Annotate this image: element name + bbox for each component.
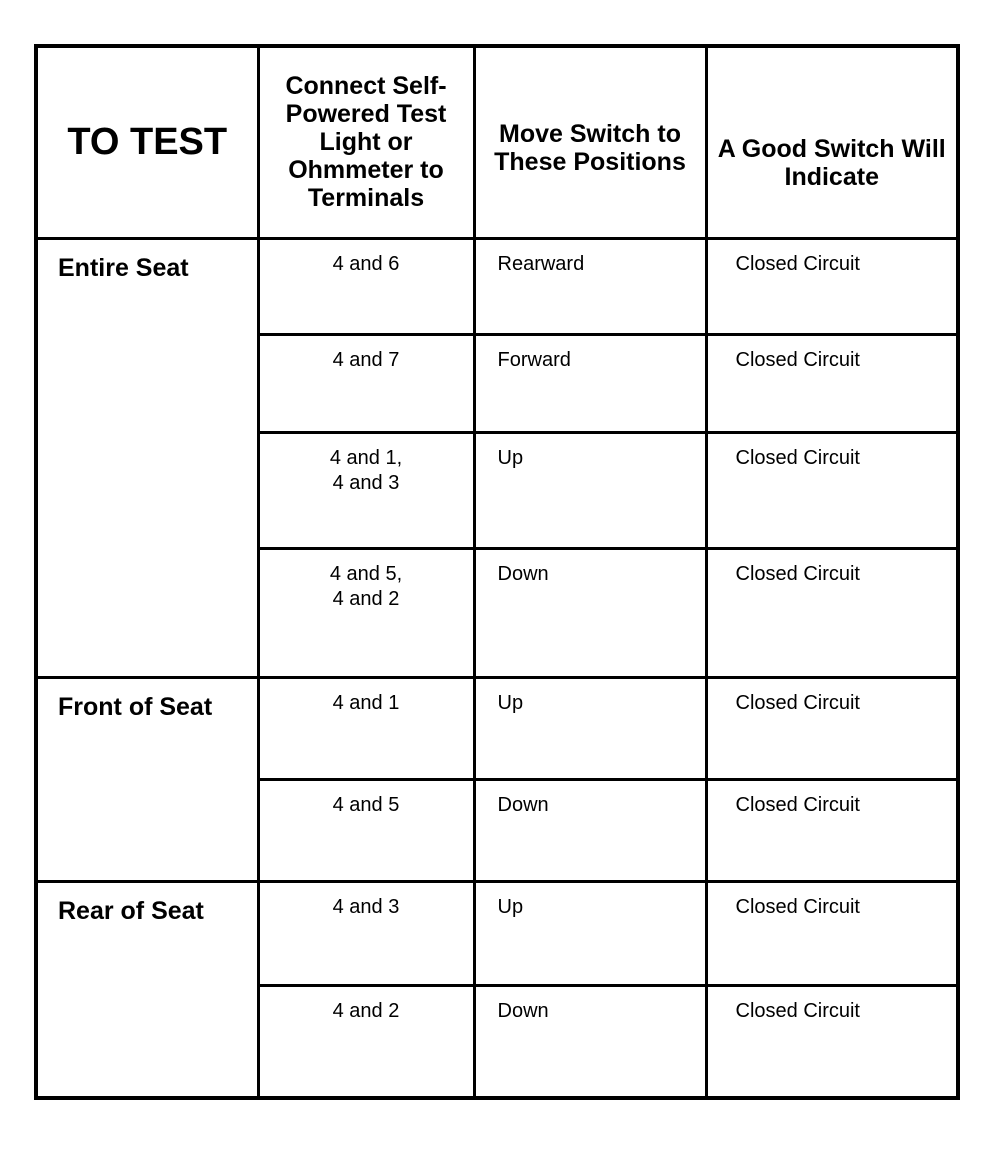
switch-test-table — [34, 44, 960, 1100]
result-cell: Closed Circuit — [706, 882, 958, 986]
result-cell: Closed Circuit — [706, 335, 958, 433]
result-cell: Closed Circuit — [706, 549, 958, 677]
header-terminals: Connect Self-Powered Test Light or Ohmmeter to Terminals — [258, 46, 474, 238]
terminals-cell: 4 and 5, 4 and 2 — [258, 549, 474, 677]
result-cell: Closed Circuit — [706, 986, 958, 1098]
group-rear-of-seat: Rear of Seat — [36, 882, 258, 1098]
position-cell: Up — [474, 433, 706, 549]
group-entire-seat: Entire Seat — [36, 238, 258, 677]
position-cell: Rearward — [474, 238, 706, 334]
result-cell: Closed Circuit — [706, 677, 958, 779]
terminals-cell: 4 and 3 — [258, 882, 474, 986]
position-cell: Up — [474, 677, 706, 779]
position-cell: Up — [474, 882, 706, 986]
group-front-of-seat: Front of Seat — [36, 677, 258, 881]
terminals-cell: 4 and 1, 4 and 3 — [258, 433, 474, 549]
terminals-cell: 4 and 2 — [258, 986, 474, 1098]
position-cell: Down — [474, 986, 706, 1098]
position-cell: Down — [474, 779, 706, 881]
terminals-cell: 4 and 5 — [258, 779, 474, 881]
table-row — [36, 677, 958, 779]
position-cell: Down — [474, 549, 706, 677]
header-positions: Move Switch to These Positions — [474, 46, 706, 238]
header-to-test: TO TEST — [36, 46, 258, 238]
result-cell: Closed Circuit — [706, 238, 958, 334]
terminals-cell: 4 and 6 — [258, 238, 474, 334]
header-row — [36, 46, 958, 238]
terminals-cell: 4 and 1 — [258, 677, 474, 779]
result-cell: Closed Circuit — [706, 433, 958, 549]
terminals-cell: 4 and 7 — [258, 335, 474, 433]
table-row — [36, 238, 958, 334]
table-row — [36, 882, 958, 986]
position-cell: Forward — [474, 335, 706, 433]
header-indicate: A Good Switch Will Indicate — [706, 46, 958, 238]
result-cell: Closed Circuit — [706, 779, 958, 881]
